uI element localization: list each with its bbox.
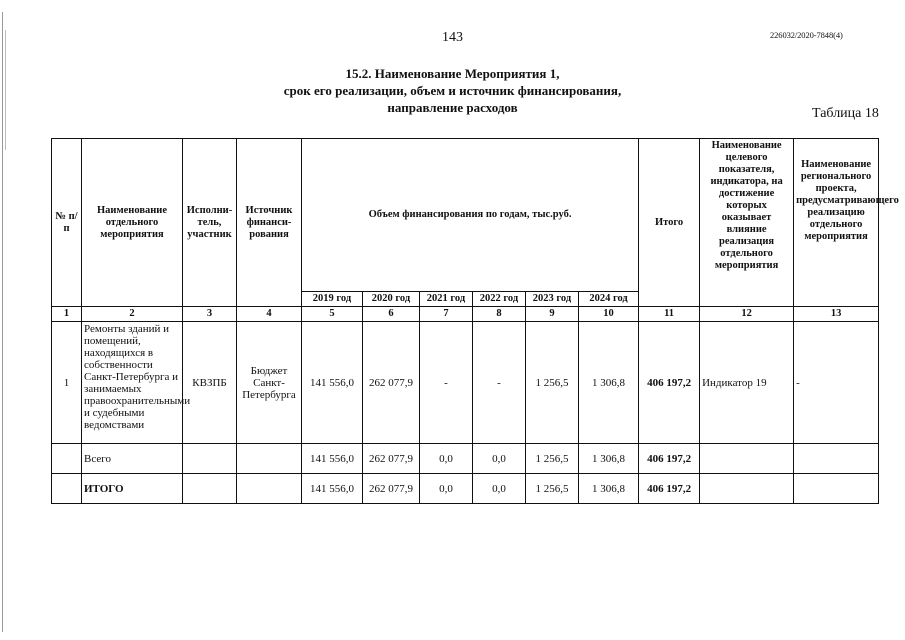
column-number: 2 [82, 307, 183, 322]
header-executor: Исполни-тель, участник [183, 139, 237, 307]
column-number: 11 [639, 307, 700, 322]
table-row-subtotal [52, 444, 879, 474]
value-2021: 0,0 [420, 474, 473, 504]
year-2023: 2023 год [526, 292, 579, 307]
value-2022: 0,0 [473, 474, 526, 504]
title-line-3: направление расходов [387, 100, 518, 115]
value-2020: 262 077,9 [363, 444, 420, 474]
year-2021: 2021 год [420, 292, 473, 307]
header-regional: Наименование регионального проекта, предусматривающего реализацию отдельного мероприятия [794, 139, 879, 307]
column-number-row [52, 307, 879, 322]
row-source: Бюджет Санкт-Петербурга [237, 322, 302, 444]
row-name: Ремонты зданий и помещений, находящихся в собственности Санкт-Петербурга и занимаемых правоохранительными и судебными ведомствами [82, 322, 183, 444]
header-indicator: Наименование целевого показателя, индикатора, на достижение которых оказывает влияние реализация отдельного мероприятия [700, 139, 794, 307]
header-row [52, 139, 879, 292]
value-2019: 141 556,0 [302, 322, 363, 444]
column-number: 4 [237, 307, 302, 322]
value-2024: 1 306,8 [579, 322, 639, 444]
year-2022: 2022 год [473, 292, 526, 307]
column-number: 13 [794, 307, 879, 322]
column-number: 1 [52, 307, 82, 322]
value-2022: - [473, 322, 526, 444]
value-2020: 262 077,9 [363, 474, 420, 504]
row-total: 406 197,2 [639, 322, 700, 444]
value-2021: 0,0 [420, 444, 473, 474]
row-name: Всего [82, 444, 183, 474]
table-label: Таблица 18 [812, 106, 879, 121]
column-number: 6 [363, 307, 420, 322]
financing-table [51, 138, 899, 504]
header-num: № п/п [52, 139, 82, 307]
value-2022: 0,0 [473, 444, 526, 474]
column-number: 3 [183, 307, 237, 322]
row-total: 406 197,2 [639, 444, 700, 474]
row-total: 406 197,2 [639, 474, 700, 504]
value-2021: - [420, 322, 473, 444]
column-number: 8 [473, 307, 526, 322]
page-number: 143 [442, 30, 463, 45]
header-total: Итого [639, 139, 700, 307]
column-number: 7 [420, 307, 473, 322]
year-2019: 2019 год [302, 292, 363, 307]
value-2024: 1 306,8 [579, 474, 639, 504]
value-2023: 1 256,5 [526, 322, 579, 444]
column-number: 9 [526, 307, 579, 322]
column-number: 10 [579, 307, 639, 322]
table-row-grand-total [52, 474, 879, 504]
header-volume: Объем финансирования по годам, тыс.руб. [302, 139, 639, 292]
title-line-2: срок его реализации, объем и источник финансирования, [283, 83, 622, 98]
value-2019: 141 556,0 [302, 474, 363, 504]
row-regional: - [794, 322, 879, 444]
row-executor: КВЗПБ [183, 322, 237, 444]
header-source: Источник финанси-рования [237, 139, 302, 307]
value-2019: 141 556,0 [302, 444, 363, 474]
document-code: 226032/2020-7848(4) [770, 30, 843, 40]
header-name: Наименование отдельного мероприятия [82, 139, 183, 307]
value-2024: 1 306,8 [579, 444, 639, 474]
column-number: 12 [700, 307, 794, 322]
row-name: ИТОГО [82, 474, 183, 504]
value-2023: 1 256,5 [526, 444, 579, 474]
value-2020: 262 077,9 [363, 322, 420, 444]
row-indicator: Индикатор 19 [700, 322, 794, 444]
value-2023: 1 256,5 [526, 474, 579, 504]
row-num: 1 [52, 322, 82, 444]
section-title [0, 65, 905, 116]
column-number: 5 [302, 307, 363, 322]
table-row [52, 322, 879, 444]
year-2024: 2024 год [579, 292, 639, 307]
title-line-1: 15.2. Наименование Мероприятия 1, [345, 66, 560, 81]
year-2020: 2020 год [363, 292, 420, 307]
